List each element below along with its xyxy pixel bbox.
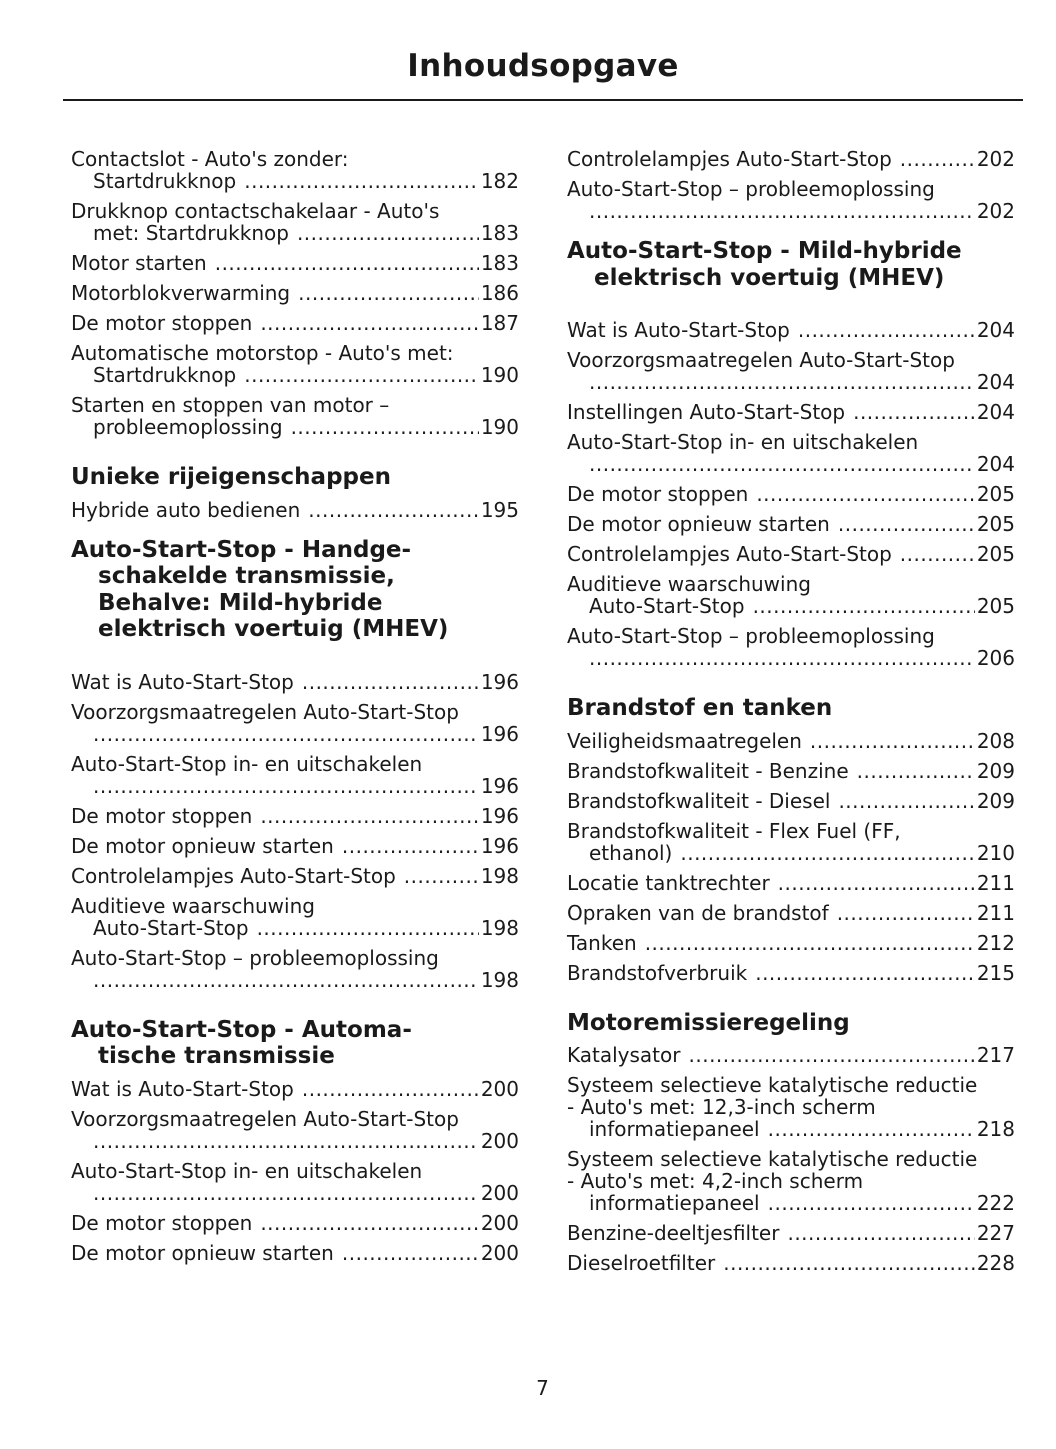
toc-entry-page: 186 <box>480 281 519 305</box>
toc-entry-page: 227 <box>976 1221 1015 1245</box>
dot-leader <box>93 723 479 745</box>
toc-entry[interactable] <box>71 282 519 304</box>
toc-entry-page: 190 <box>480 363 519 387</box>
dot-leader <box>257 917 479 939</box>
toc-entry-page: 200 <box>480 1180 519 1205</box>
dot-leader <box>302 1078 479 1100</box>
dot-leader <box>756 483 975 505</box>
toc-entry-line <box>71 364 519 386</box>
toc-entry-page: 200 <box>480 1128 519 1153</box>
section-heading-line: Auto-Start-Stop - Handge- <box>71 536 412 563</box>
toc-entry[interactable] <box>71 200 519 244</box>
dot-leader <box>302 671 479 693</box>
page-title: Inhoudsopgave <box>407 48 679 84</box>
section-heading-line: Brandstof en tanken <box>567 695 833 721</box>
section-heading <box>71 464 519 491</box>
entry-group <box>71 148 519 438</box>
toc-entry-page: 190 <box>480 415 519 439</box>
toc-entry[interactable] <box>71 895 519 939</box>
toc-entry[interactable] <box>71 1242 519 1264</box>
toc-entry[interactable] <box>567 483 1015 505</box>
toc-entry[interactable] <box>71 1212 519 1234</box>
toc-entry-line <box>567 760 1015 782</box>
section-heading-line: Unieke rijeigenschappen <box>71 464 391 490</box>
toc-entry-page: 195 <box>480 497 519 522</box>
toc-entry[interactable] <box>567 760 1015 782</box>
dot-leader <box>260 1212 479 1234</box>
toc-entry-label: Controlelampjes Auto-Start-Stop <box>567 542 892 566</box>
toc-entry-line <box>567 371 1015 393</box>
dot-leader <box>589 200 975 222</box>
toc-entry[interactable] <box>567 513 1015 535</box>
dot-leader <box>768 1118 975 1140</box>
toc-entry-label: met: Startdrukknop <box>93 221 289 245</box>
toc-entry-label: Auditieve waarschuwing <box>71 893 315 918</box>
toc-entry-line <box>71 416 519 438</box>
toc-entry-page: 204 <box>976 400 1015 424</box>
toc-entry-line <box>567 200 1015 222</box>
toc-entry-line <box>71 252 519 274</box>
toc-entry-line <box>71 282 519 304</box>
dot-leader <box>244 364 479 386</box>
toc-entry[interactable] <box>71 805 519 827</box>
dot-leader <box>723 1252 975 1274</box>
dot-leader <box>645 932 975 954</box>
toc-entry[interactable] <box>567 573 1015 617</box>
dot-leader <box>838 513 975 535</box>
toc-entry[interactable] <box>567 178 1015 222</box>
section-heading <box>71 1017 519 1070</box>
toc-entry[interactable] <box>71 671 519 693</box>
dot-leader <box>260 312 479 334</box>
dot-leader <box>244 170 479 192</box>
dot-leader <box>778 872 975 894</box>
toc-entry[interactable] <box>71 753 519 797</box>
toc-column-left <box>71 148 519 1272</box>
toc-entry-line <box>567 872 1015 894</box>
section-heading-line: tische transmissie <box>98 1043 335 1069</box>
dot-leader <box>753 595 975 617</box>
entry-group <box>71 1078 519 1264</box>
toc-entry[interactable] <box>567 401 1015 423</box>
toc-entry-line <box>567 790 1015 812</box>
toc-entry-page: 196 <box>480 803 519 828</box>
toc-entry-label: Drukknop contactschakelaar - Auto's <box>71 199 440 223</box>
toc-entry-line <box>71 917 519 939</box>
toc-entry-page: 196 <box>480 669 519 694</box>
dot-leader <box>93 1130 479 1152</box>
toc-entry-line <box>71 775 519 797</box>
toc-entry-line <box>567 483 1015 505</box>
page-number: 7 <box>536 1376 549 1400</box>
toc-entry-label: Auto-Start-Stop <box>589 594 745 618</box>
toc-entry-label: Benzine-deeltjesfilter <box>567 1221 780 1245</box>
section-heading-line: Motoremissieregeling <box>567 1009 850 1036</box>
toc-entry-page: 196 <box>480 773 519 798</box>
toc-entry-label: Veiligheidsmaatregelen <box>567 728 802 753</box>
toc-entry[interactable] <box>71 701 519 745</box>
dot-leader <box>755 962 975 984</box>
entry-group <box>71 671 519 991</box>
toc-entry[interactable] <box>71 499 519 521</box>
toc-entry-label: Instellingen Auto-Start-Stop <box>567 400 846 424</box>
toc-entry-page: 182 <box>480 169 519 193</box>
toc-entry-line <box>567 148 1015 170</box>
toc-entry-label: Auditieve waarschuwing <box>567 572 811 596</box>
toc-entry-line <box>567 1252 1015 1274</box>
toc-entry-label: Auto-Start-Stop – probleemoplossing <box>567 624 935 648</box>
section-heading-line: elektrisch voertuig (MHEV) <box>98 616 449 642</box>
toc-entry-line <box>567 932 1015 954</box>
toc-entry-label: Locatie tanktrechter <box>567 870 770 895</box>
toc-entry-label: Motor starten <box>71 251 207 275</box>
toc-entry-label: Auto-Start-Stop – probleemoplossing <box>71 945 439 970</box>
dot-leader <box>838 790 974 812</box>
entry-group <box>71 499 519 521</box>
toc-entry-line <box>71 312 519 334</box>
section-heading-line: Behalve: Mild-hybride <box>98 589 383 616</box>
dot-leader <box>787 1222 974 1244</box>
toc-entry-label: Voorzorgsmaatregelen Auto-Start-Stop <box>71 699 459 724</box>
dot-leader <box>298 282 479 304</box>
dot-leader <box>900 148 975 170</box>
toc-entry[interactable] <box>567 1044 1015 1066</box>
toc-entry-label: De motor opnieuw starten <box>567 512 830 536</box>
toc-entry[interactable] <box>567 349 1015 393</box>
toc-entry-label: Voorzorgsmaatregelen Auto-Start-Stop <box>567 348 955 372</box>
toc-entry-page: 209 <box>976 788 1015 813</box>
toc-entry-line <box>567 513 1015 535</box>
toc-entry-line <box>71 805 519 827</box>
dot-leader <box>260 805 479 827</box>
toc-entry-label: Hybride auto bedienen <box>71 497 301 522</box>
toc-entry-page: 211 <box>976 870 1015 895</box>
toc-entry[interactable] <box>71 865 519 887</box>
toc-entry-label: De motor stoppen <box>71 311 253 335</box>
toc-entry-label: Katalysator <box>567 1043 681 1067</box>
toc-entry-label: Brandstofkwaliteit - Diesel <box>567 788 831 813</box>
toc-entry[interactable] <box>567 543 1015 565</box>
toc-entry[interactable] <box>71 1078 519 1100</box>
toc-entry[interactable] <box>71 148 519 192</box>
toc-entry-line <box>71 170 519 192</box>
toc-entry-line <box>567 962 1015 984</box>
toc-entry-line <box>567 1192 1015 1214</box>
toc-entry-line <box>71 1242 519 1264</box>
toc-entry-line <box>71 1130 519 1152</box>
dot-leader <box>768 1192 975 1214</box>
toc-entry-line <box>567 902 1015 924</box>
toc-entry[interactable] <box>567 872 1015 894</box>
toc-column-right <box>567 148 1015 1282</box>
toc-entry-page: 183 <box>480 221 519 245</box>
toc-entry-label: De motor opnieuw starten <box>71 833 334 858</box>
section-heading <box>567 695 1015 722</box>
toc-entry[interactable] <box>567 820 1015 864</box>
toc-entry-page: 196 <box>480 721 519 746</box>
toc-entry-line <box>567 401 1015 423</box>
toc-entry-line <box>71 969 519 991</box>
toc-entry[interactable] <box>567 1074 1015 1140</box>
toc-entry-page: 206 <box>976 646 1015 670</box>
toc-entry-label: Startdrukknop <box>93 169 237 193</box>
toc-entry-page: 198 <box>480 863 519 888</box>
toc-entry-label: De motor stoppen <box>71 803 253 828</box>
title-rule <box>63 99 1023 101</box>
toc-entry-label: Wat is Auto-Start-Stop <box>71 1076 294 1101</box>
toc-entry-label: Auto-Start-Stop in- en uitschakelen <box>71 751 423 776</box>
toc-entry-line <box>71 865 519 887</box>
dot-leader <box>680 842 974 864</box>
toc-entry[interactable] <box>567 431 1015 475</box>
entry-group <box>567 1044 1015 1274</box>
toc-entry[interactable] <box>567 932 1015 954</box>
toc-entry-line <box>567 595 1015 617</box>
toc-entry-label: ethanol) <box>589 840 673 865</box>
toc-entry-line <box>567 1044 1015 1066</box>
toc-entry-page: 210 <box>976 840 1015 865</box>
toc-entry-label: Auto-Start-Stop in- en uitschakelen <box>567 430 919 454</box>
toc-entry[interactable] <box>71 312 519 334</box>
toc-entry-line <box>567 1118 1015 1140</box>
dot-leader <box>291 416 479 438</box>
toc-entry-label: Auto-Start-Stop <box>93 915 249 940</box>
toc-entry-label: Tanken <box>567 930 637 955</box>
toc-entry-label: Startdrukknop <box>93 363 237 387</box>
toc-entry-line <box>567 1222 1015 1244</box>
toc-entry[interactable] <box>567 148 1015 170</box>
toc-entry-page: 187 <box>480 311 519 335</box>
section-heading-line: Auto-Start-Stop - Automa- <box>71 1016 412 1043</box>
toc-entry-label: Controlelampjes Auto-Start-Stop <box>567 147 892 171</box>
dot-leader <box>589 371 975 393</box>
toc-entry-label: De motor stoppen <box>71 1210 253 1235</box>
toc-entry-label: Systeem selectieve katalytische reductie <box>567 1147 978 1171</box>
toc-entry[interactable] <box>71 835 519 857</box>
dot-leader <box>900 543 975 565</box>
toc-entry-label: Voorzorgsmaatregelen Auto-Start-Stop <box>71 1106 459 1131</box>
toc-entry-page: 200 <box>480 1210 519 1235</box>
entry-group <box>567 319 1015 669</box>
toc-entry-page: 211 <box>976 900 1015 925</box>
dot-leader <box>93 775 479 797</box>
toc-entry-page: 205 <box>976 512 1015 536</box>
toc-entry-label: De motor opnieuw starten <box>71 1240 334 1265</box>
toc-entry[interactable] <box>567 625 1015 669</box>
dot-leader <box>342 1242 479 1264</box>
toc-entry-label: Starten en stoppen van motor – <box>71 393 390 417</box>
dot-leader <box>798 319 975 341</box>
toc-entry-page: 196 <box>480 833 519 858</box>
dot-leader <box>297 222 479 244</box>
toc-entry-line <box>71 671 519 693</box>
toc-entry-page: 202 <box>976 147 1015 171</box>
toc-entry[interactable] <box>567 730 1015 752</box>
toc-entry-page: 198 <box>480 967 519 992</box>
toc-entry-label: Auto-Start-Stop in- en uitschakelen <box>71 1158 423 1183</box>
toc-entry[interactable] <box>567 1148 1015 1214</box>
toc-entry-page: 202 <box>976 199 1015 223</box>
toc-entry-line <box>567 842 1015 864</box>
toc-entry-label: Brandstofkwaliteit - Benzine <box>567 758 849 783</box>
toc-entry-line <box>567 543 1015 565</box>
toc-entry-line <box>71 1182 519 1204</box>
toc-entry-label: Opraken van de brandstof <box>567 900 829 925</box>
toc-entry[interactable] <box>71 252 519 274</box>
section-heading-line: schakelde transmissie, <box>98 563 395 589</box>
toc-entry[interactable] <box>567 962 1015 984</box>
dot-leader <box>853 401 975 423</box>
toc-entry-label: Auto-Start-Stop – probleemoplossing <box>567 177 935 201</box>
section-heading <box>567 238 1015 291</box>
toc-entry-page: 212 <box>976 930 1015 955</box>
toc-entry-page: 183 <box>480 251 519 275</box>
dot-leader <box>93 1182 479 1204</box>
toc-entry-page: 198 <box>480 915 519 940</box>
toc-entry-page: 208 <box>976 728 1015 753</box>
dot-leader <box>342 835 479 857</box>
toc-entry[interactable] <box>567 319 1015 341</box>
section-heading <box>567 1010 1015 1037</box>
dot-leader <box>215 252 479 274</box>
section-heading <box>71 537 519 643</box>
dot-leader <box>589 453 975 475</box>
toc-entry-label: Motorblokverwarming <box>71 281 291 305</box>
toc-entry-line <box>567 319 1015 341</box>
toc-entry-line <box>71 835 519 857</box>
dot-leader <box>689 1044 975 1066</box>
toc-entry-line <box>567 730 1015 752</box>
toc-entry-label: Contactslot - Auto's zonder: <box>71 147 349 171</box>
toc-entry[interactable] <box>71 1108 519 1152</box>
dot-leader <box>857 760 975 782</box>
toc-entry[interactable] <box>71 342 519 386</box>
toc-entry-line <box>567 647 1015 669</box>
toc-entry-label: Wat is Auto-Start-Stop <box>567 318 790 342</box>
dot-leader <box>589 647 975 669</box>
toc-entry-label: Brandstofkwaliteit - Flex Fuel (FF, <box>567 818 901 843</box>
toc-entry-line <box>71 222 519 244</box>
toc-entry-page: 200 <box>480 1076 519 1101</box>
toc-entry-line <box>71 1078 519 1100</box>
toc-entry-page: 204 <box>976 318 1015 342</box>
entry-group <box>567 730 1015 984</box>
toc-entry-label: - Auto's met: 4,2-inch scherm <box>567 1169 864 1193</box>
toc-entry-page: 228 <box>976 1251 1015 1275</box>
toc-entry-label: Controlelampjes Auto-Start-Stop <box>71 863 396 888</box>
toc-entry[interactable] <box>567 790 1015 812</box>
toc-entry[interactable] <box>71 394 519 438</box>
toc-entry-page: 205 <box>976 482 1015 506</box>
dot-leader <box>308 499 479 521</box>
toc-entry-page: 200 <box>480 1240 519 1265</box>
toc-entry-page: 205 <box>976 542 1015 566</box>
toc-entry-page: 209 <box>976 758 1015 783</box>
toc-entry-label: Wat is Auto-Start-Stop <box>71 669 294 694</box>
toc-entry-page: 204 <box>976 370 1015 394</box>
toc-entry[interactable] <box>567 1252 1015 1274</box>
toc-entry-label: - Auto's met: 12,3-inch scherm <box>567 1095 876 1119</box>
toc-entry[interactable] <box>567 902 1015 924</box>
toc-entry[interactable] <box>567 1222 1015 1244</box>
toc-entry-line <box>71 499 519 521</box>
toc-entry-page: 215 <box>976 960 1015 985</box>
toc-entry-label: probleemoplossing <box>93 415 283 439</box>
entry-group <box>567 148 1015 222</box>
toc-entry-page: 204 <box>976 452 1015 476</box>
toc-entry-page: 217 <box>976 1043 1015 1067</box>
toc-entry-page: 205 <box>976 594 1015 618</box>
dot-leader <box>810 730 975 752</box>
toc-entry-label: informatiepaneel <box>589 1191 760 1215</box>
toc-entry-line <box>71 723 519 745</box>
toc-entry[interactable] <box>71 947 519 991</box>
dot-leader <box>404 865 479 887</box>
section-heading-line: Auto-Start-Stop - Mild-hybride <box>567 238 962 264</box>
dot-leader <box>93 969 479 991</box>
toc-entry-label: Automatische motorstop - Auto's met: <box>71 341 454 365</box>
toc-entry-page: 222 <box>976 1191 1015 1215</box>
section-heading-line: elektrisch voertuig (MHEV) <box>594 264 945 291</box>
toc-entry-label: De motor stoppen <box>567 482 749 506</box>
toc-entry-label: Brandstofverbruik <box>567 960 748 985</box>
toc-entry-label: Systeem selectieve katalytische reductie <box>567 1073 978 1097</box>
toc-entry-label: informatiepaneel <box>589 1117 760 1141</box>
toc-entry-label: Dieselroetfilter <box>567 1251 716 1275</box>
toc-entry-line <box>71 1212 519 1234</box>
toc-entry-line <box>567 453 1015 475</box>
toc-entry[interactable] <box>71 1160 519 1204</box>
toc-entry-page: 218 <box>976 1117 1015 1141</box>
dot-leader <box>837 902 975 924</box>
